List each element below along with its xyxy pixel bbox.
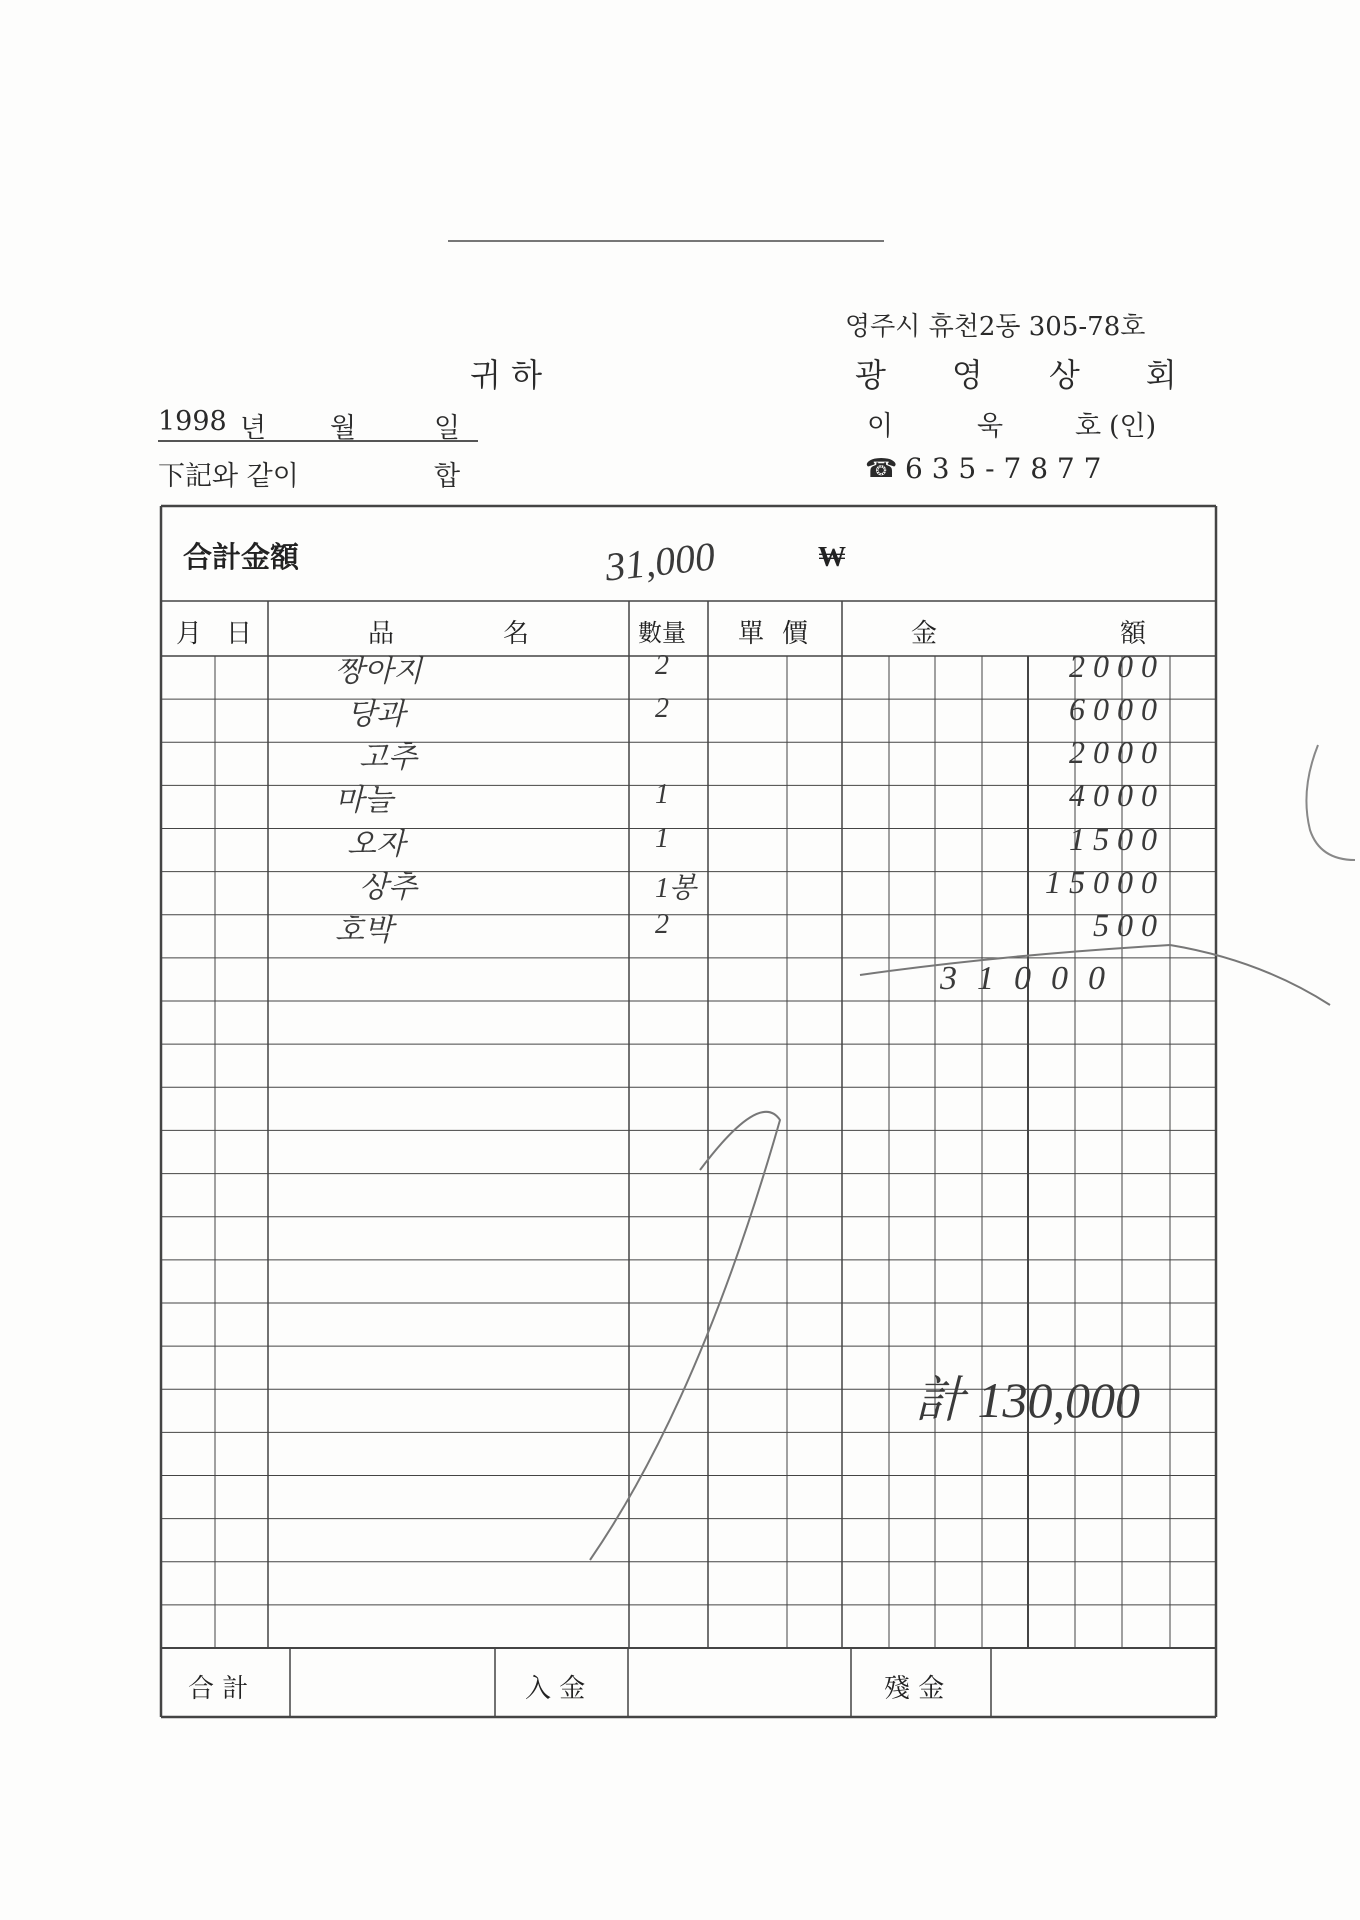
item-amount: 500 bbox=[1093, 906, 1165, 943]
footer-total-label: 合 計 bbox=[188, 1674, 249, 1704]
item-amount: 2000 bbox=[1069, 734, 1165, 771]
item-name: 짱아지 bbox=[335, 655, 422, 688]
item-name: 상추 bbox=[359, 870, 417, 904]
item-amount: 1500 bbox=[1069, 820, 1165, 857]
item-name: 오자 bbox=[347, 827, 405, 861]
total-amount-label: 合計金額 bbox=[183, 540, 300, 574]
owner-char: 호 bbox=[1075, 411, 1102, 442]
phrase: 下記와 같이 bbox=[158, 461, 299, 492]
col-month: 月 bbox=[176, 619, 203, 649]
shop-name-char: 영 bbox=[951, 356, 983, 394]
col-item-1: 品 bbox=[368, 619, 395, 649]
item-amount: 15000 bbox=[1045, 863, 1165, 900]
item-amount: 4000 bbox=[1069, 777, 1165, 814]
item-name: 고추 bbox=[359, 741, 417, 775]
shop-name-char: 광 bbox=[855, 356, 886, 394]
col-day: 日 bbox=[226, 619, 253, 649]
item-quantity: 1봉 bbox=[655, 872, 697, 904]
date-year: 1998 bbox=[158, 406, 227, 437]
telephone-icon: ☎ bbox=[865, 454, 898, 484]
item-name: 호박 bbox=[335, 913, 393, 947]
col-item-2: 名 bbox=[503, 619, 530, 649]
item-quantity: 1 bbox=[655, 779, 669, 811]
date-month-unit: 월 bbox=[330, 413, 357, 444]
total-amount-handwritten: 31,000 bbox=[602, 533, 718, 590]
col-unit-price-1: 單 bbox=[738, 619, 765, 649]
footer-balance-label: 殘 金 bbox=[884, 1674, 945, 1704]
phone-number: 6 3 5 - 7 8 7 7 bbox=[905, 452, 1102, 485]
col-amount-2: 額 bbox=[1120, 619, 1147, 649]
col-quantity: 數量 bbox=[638, 619, 686, 647]
col-amount-1: 金 bbox=[911, 619, 938, 649]
shop-name-char: 상 bbox=[1048, 356, 1080, 394]
sum-amount: 31000 bbox=[940, 960, 1125, 997]
currency-symbol: ₩ bbox=[818, 540, 846, 573]
shop-name-char: 회 bbox=[1145, 356, 1177, 394]
owner-seal: (인) bbox=[1109, 411, 1157, 442]
handwritten-note: 計 130,000 bbox=[915, 1372, 1140, 1428]
item-name: 당과 bbox=[347, 698, 405, 732]
item-quantity: 1 bbox=[655, 822, 669, 854]
item-quantity: 2 bbox=[655, 908, 669, 940]
item-amount: 6000 bbox=[1069, 691, 1165, 728]
item-name: 마늘 bbox=[335, 784, 393, 818]
col-unit-price-2: 價 bbox=[782, 619, 809, 649]
date-year-unit: 년 bbox=[240, 413, 267, 444]
item-quantity: 2 bbox=[655, 693, 669, 725]
recipient-suffix: 귀 하 bbox=[470, 356, 542, 394]
date-day-unit: 일 bbox=[434, 413, 461, 444]
owner-char: 이 bbox=[867, 411, 894, 442]
shop-address: 영주시 휴천2동 305-78호 bbox=[845, 312, 1146, 342]
item-amount: 2000 bbox=[1069, 648, 1165, 684]
item-quantity: 2 bbox=[655, 650, 669, 681]
owner-char: 욱 bbox=[977, 411, 1004, 442]
phrase-end: 합 bbox=[434, 461, 461, 492]
footer-deposit-label: 入 金 bbox=[525, 1674, 586, 1704]
